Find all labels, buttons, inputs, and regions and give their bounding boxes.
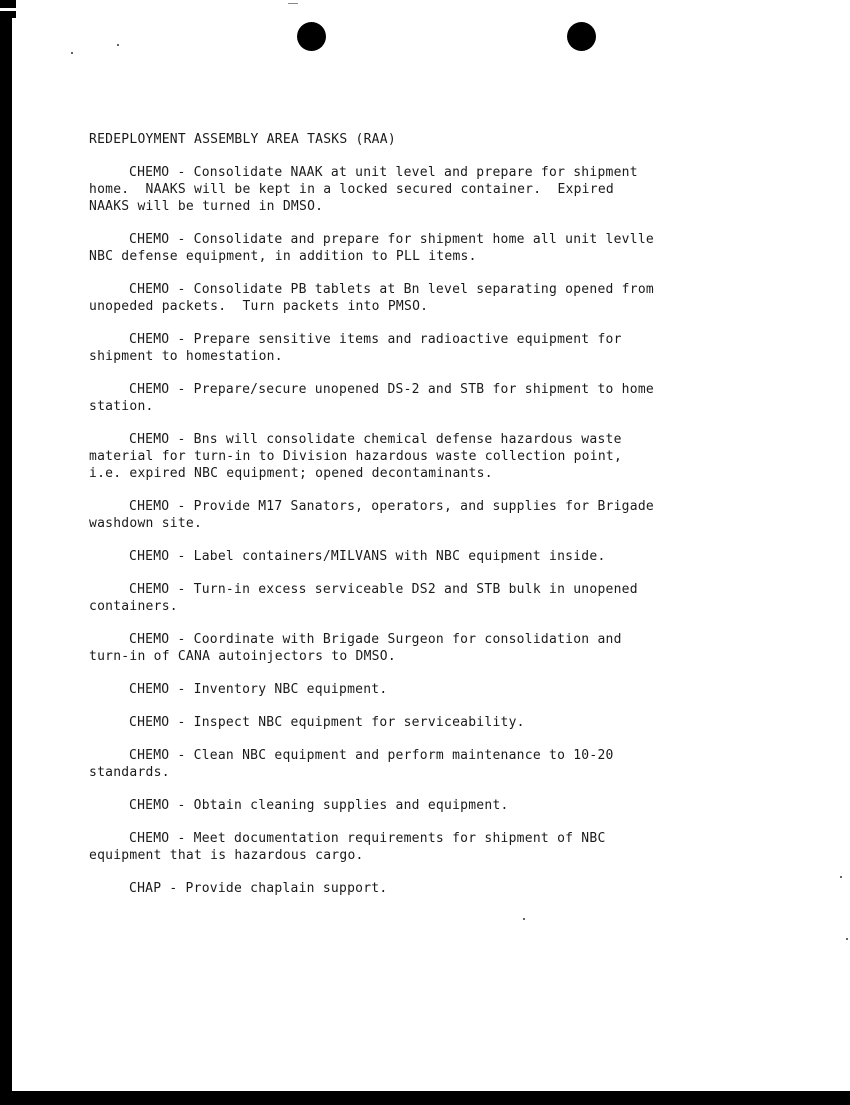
task-line: standards. <box>89 765 170 780</box>
task-line: CHEMO - Prepare/secure unopened DS-2 and STB for shipment to home <box>129 382 654 397</box>
task-line: equipment that is hazardous cargo. <box>89 848 364 863</box>
task-paragraph <box>89 231 789 265</box>
task-list <box>89 164 789 897</box>
scan-speck <box>71 52 73 54</box>
task-line: containers. <box>89 599 178 614</box>
task-line: CHEMO - Clean NBC equipment and perform maintenance to 10-20 <box>129 748 614 763</box>
task-paragraph <box>89 681 789 698</box>
task-paragraph <box>89 381 789 415</box>
task-line: material for turn-in to Division hazardous waste collection point, <box>89 449 623 464</box>
task-paragraph <box>89 797 789 814</box>
scan-edge-bottom <box>0 1091 850 1105</box>
task-line: CHEMO - Inventory NBC equipment. <box>129 682 388 697</box>
task-paragraph <box>89 830 789 864</box>
task-line: NAAKS will be turned in DMSO. <box>89 199 324 214</box>
scan-edge-tab-gap <box>0 8 16 11</box>
document-body <box>89 131 789 913</box>
scan-speck <box>523 918 525 920</box>
task-paragraph <box>89 431 789 482</box>
task-line: shipment to homestation. <box>89 349 283 364</box>
task-line: CHEMO - Meet documentation requirements for shipment of NBC <box>129 831 606 846</box>
task-line: NBC defense equipment, in addition to PLL items. <box>89 249 477 264</box>
document-heading: REDEPLOYMENT ASSEMBLY AREA TASKS (RAA) <box>89 132 396 147</box>
task-line: CHEMO - Consolidate and prepare for shipment home all unit levlle <box>129 232 654 247</box>
task-line: CHEMO - Provide M17 Sanators, operators, and supplies for Brigade <box>129 499 654 514</box>
scan-speck <box>117 44 119 46</box>
scan-speck <box>840 876 842 878</box>
task-paragraph <box>89 281 789 315</box>
scan-mark-top <box>288 3 298 4</box>
task-line: CHEMO - Inspect NBC equipment for serviceability. <box>129 715 525 730</box>
task-paragraph <box>89 164 789 215</box>
punch-hole-left <box>297 22 326 51</box>
task-line: CHEMO - Bns will consolidate chemical defense hazardous waste <box>129 432 622 447</box>
task-paragraph <box>89 747 789 781</box>
scan-edge-left <box>0 0 12 1105</box>
task-line: CHEMO - Label containers/MILVANS with NBC equipment inside. <box>129 549 606 564</box>
task-line: washdown site. <box>89 516 203 531</box>
task-paragraph <box>89 581 789 615</box>
task-paragraph <box>89 548 789 565</box>
task-line: CHAP - Provide chaplain support. <box>129 881 388 896</box>
task-line: CHEMO - Turn-in excess serviceable DS2 and STB bulk in unopened <box>129 582 638 597</box>
task-paragraph <box>89 498 789 532</box>
task-paragraph <box>89 714 789 731</box>
task-line: turn-in of CANA autoinjectors to DMSO. <box>89 649 396 664</box>
task-line: CHEMO - Obtain cleaning supplies and equipment. <box>129 798 509 813</box>
punch-hole-right <box>567 22 596 51</box>
task-line: unopeded packets. Turn packets into PMSO. <box>89 299 429 314</box>
task-line: CHEMO - Consolidate PB tablets at Bn level separating opened from <box>129 282 654 297</box>
task-line: CHEMO - Coordinate with Brigade Surgeon for consolidation and <box>129 632 622 647</box>
task-line: CHEMO - Consolidate NAAK at unit level and prepare for shipment <box>129 165 638 180</box>
task-line: i.e. expired NBC equipment; opened decontaminants. <box>89 466 493 481</box>
task-line: station. <box>89 399 154 414</box>
task-paragraph <box>89 880 789 897</box>
task-paragraph <box>89 331 789 365</box>
task-line: CHEMO - Prepare sensitive items and radioactive equipment for <box>129 332 622 347</box>
task-paragraph <box>89 631 789 665</box>
task-line: home. NAAKS will be kept in a locked secured container. Expired <box>89 182 614 197</box>
scan-speck <box>846 938 848 940</box>
